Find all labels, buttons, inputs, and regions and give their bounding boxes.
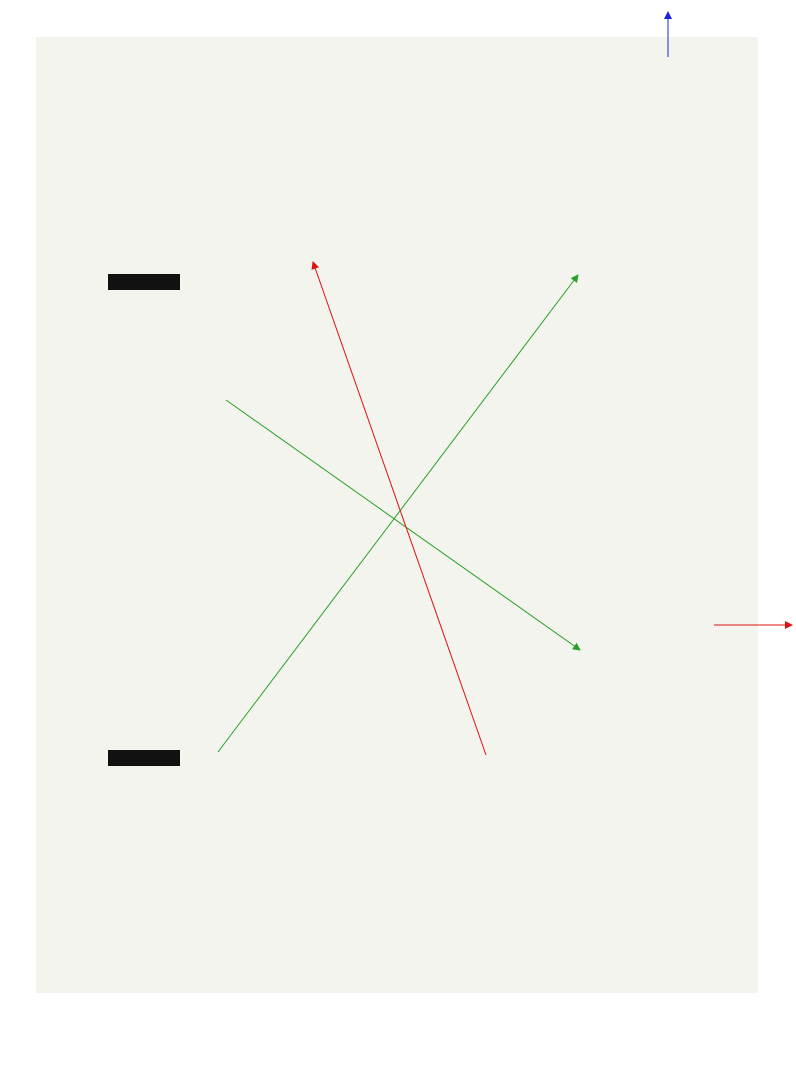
tuan-tag — [108, 750, 180, 766]
triet-tag — [108, 274, 180, 290]
horoscope-chart — [36, 37, 758, 993]
legend-bar — [0, 1032, 796, 1070]
